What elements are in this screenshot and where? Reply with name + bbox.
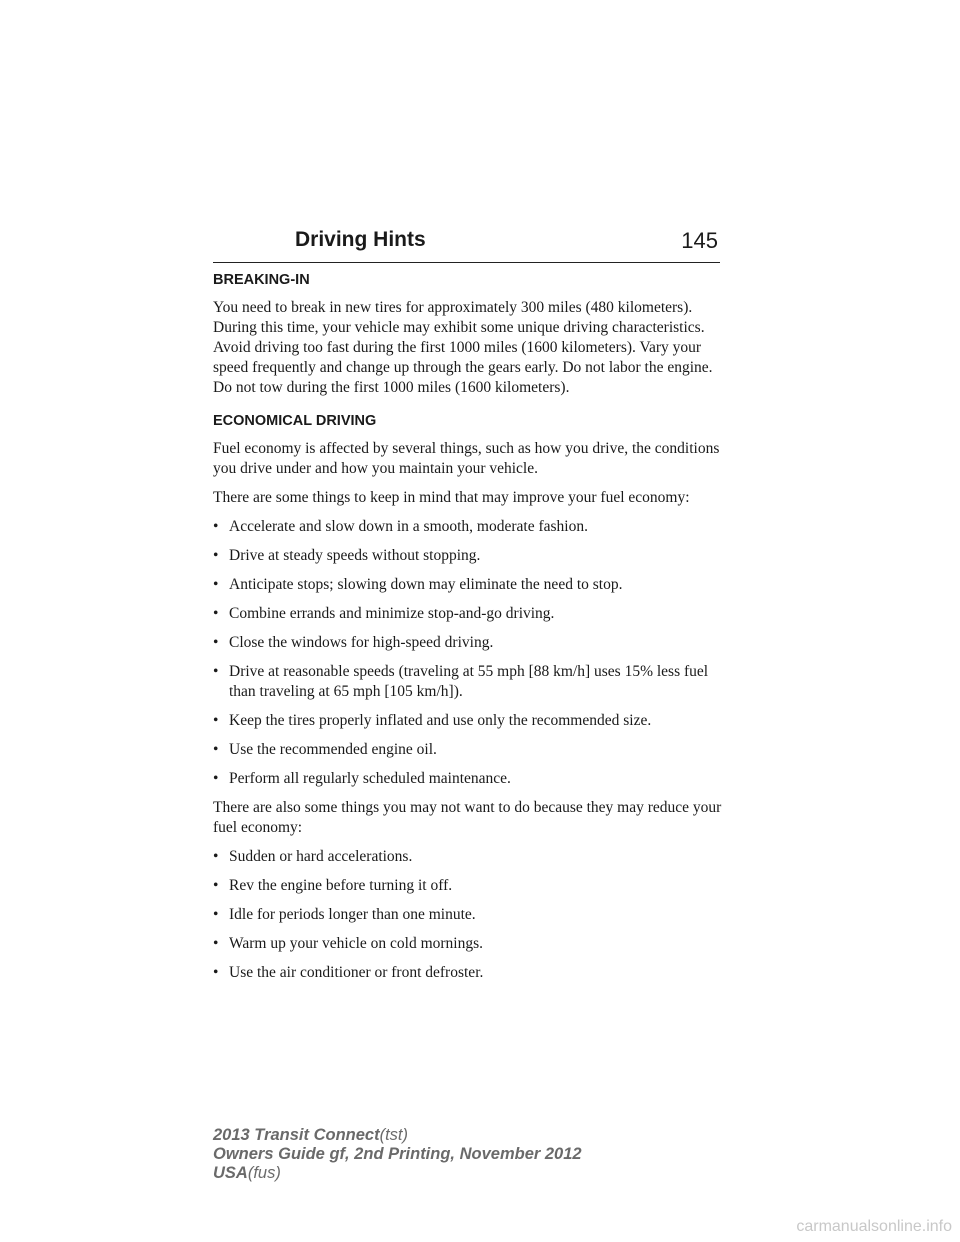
list-item-text: Use the recommended engine oil. [229,741,437,758]
list-item [213,740,723,760]
bullet-icon: • [213,935,219,952]
bullet-icon: • [213,663,219,680]
bullet-icon: • [213,518,219,535]
list-item [213,963,723,983]
list-item-text: Drive at reasonable speeds (traveling at 55 mph [88 km/h] uses 15% less fuel than traveling at 65 mph [105 km/h]). [229,663,709,700]
footer-model-code: (tst) [379,1126,409,1144]
list-item-text: Accelerate and slow down in a smooth, moderate fashion. [229,518,588,535]
list-item [213,517,723,537]
reduce-list [213,847,723,983]
bullet-icon: • [213,576,219,593]
list-item [213,769,723,789]
list-item [213,546,723,566]
watermark: carmanualsonline.info [796,1218,952,1235]
list-item [213,905,723,925]
footer-market: USA [213,1164,248,1182]
list-item [213,876,723,896]
page-header [213,226,720,263]
footer-market-code: (fus) [247,1164,281,1182]
bullet-icon: • [213,906,219,923]
list-item [213,847,723,867]
improve-list [213,517,723,789]
bullet-icon: • [213,634,219,651]
list-item-text: Combine errands and minimize stop-and-go driving. [229,605,555,622]
economy-paragraph-3: There are also some things you may not want to do because they may reduce your fuel economy: [213,799,722,836]
page-content [213,270,723,992]
list-item-text: Drive at steady speeds without stopping. [229,547,481,564]
economy-paragraph-1: Fuel economy is affected by several things, such as how you drive, the conditions you drive under and how you maintain your vehicle. [213,440,720,477]
bullet-icon: • [213,741,219,758]
list-item [213,575,723,595]
list-item-text: Perform all regularly scheduled maintenance. [229,770,511,787]
list-item-text: Anticipate stops; slowing down may eliminate the need to stop. [229,576,623,593]
list-item-text: Warm up your vehicle on cold mornings. [229,935,484,952]
bullet-icon: • [213,605,219,622]
list-item [213,662,723,702]
list-item-text: Idle for periods longer than one minute. [229,906,476,923]
list-item [213,711,723,731]
page-number: 145 [681,228,718,253]
bullet-icon: • [213,877,219,894]
economy-paragraph-2: There are some things to keep in mind that may improve your fuel economy: [213,489,690,506]
bullet-icon: • [213,770,219,787]
bullet-icon: • [213,848,219,865]
footer-guide-info: Owners Guide gf, 2nd Printing, November 2012 [213,1145,582,1163]
breaking-in-paragraph: You need to break in new tires for approximately 300 miles (480 kilometers). During this time, your vehicle may exhibit some unique driving characteristics. Avoid driving too fast during the first 1000 miles (1600 kilometers). Vary your speed frequently and change up through the gears early. Do not labor the engine. Do not tow during the first 1000 miles (1600 kilometers). [213,299,713,396]
heading-economical-driving: ECONOMICAL DRIVING [213,413,377,429]
section-title: Driving Hints [295,228,426,251]
list-item [213,604,723,624]
bullet-icon: • [213,712,219,729]
list-item-text: Close the windows for high-speed driving. [229,634,494,651]
list-item-text: Keep the tires properly inflated and use only the recommended size. [229,712,652,729]
list-item-text: Use the air conditioner or front defroster. [229,964,484,981]
list-item [213,934,723,954]
bullet-icon: • [213,964,219,981]
list-item [213,633,723,653]
list-item-text: Rev the engine before turning it off. [229,877,453,894]
bullet-icon: • [213,547,219,564]
list-item-text: Sudden or hard accelerations. [229,848,413,865]
document-footer [213,1126,582,1183]
heading-breaking-in: BREAKING-IN [213,272,310,288]
footer-model: 2013 Transit Connect [213,1126,380,1144]
